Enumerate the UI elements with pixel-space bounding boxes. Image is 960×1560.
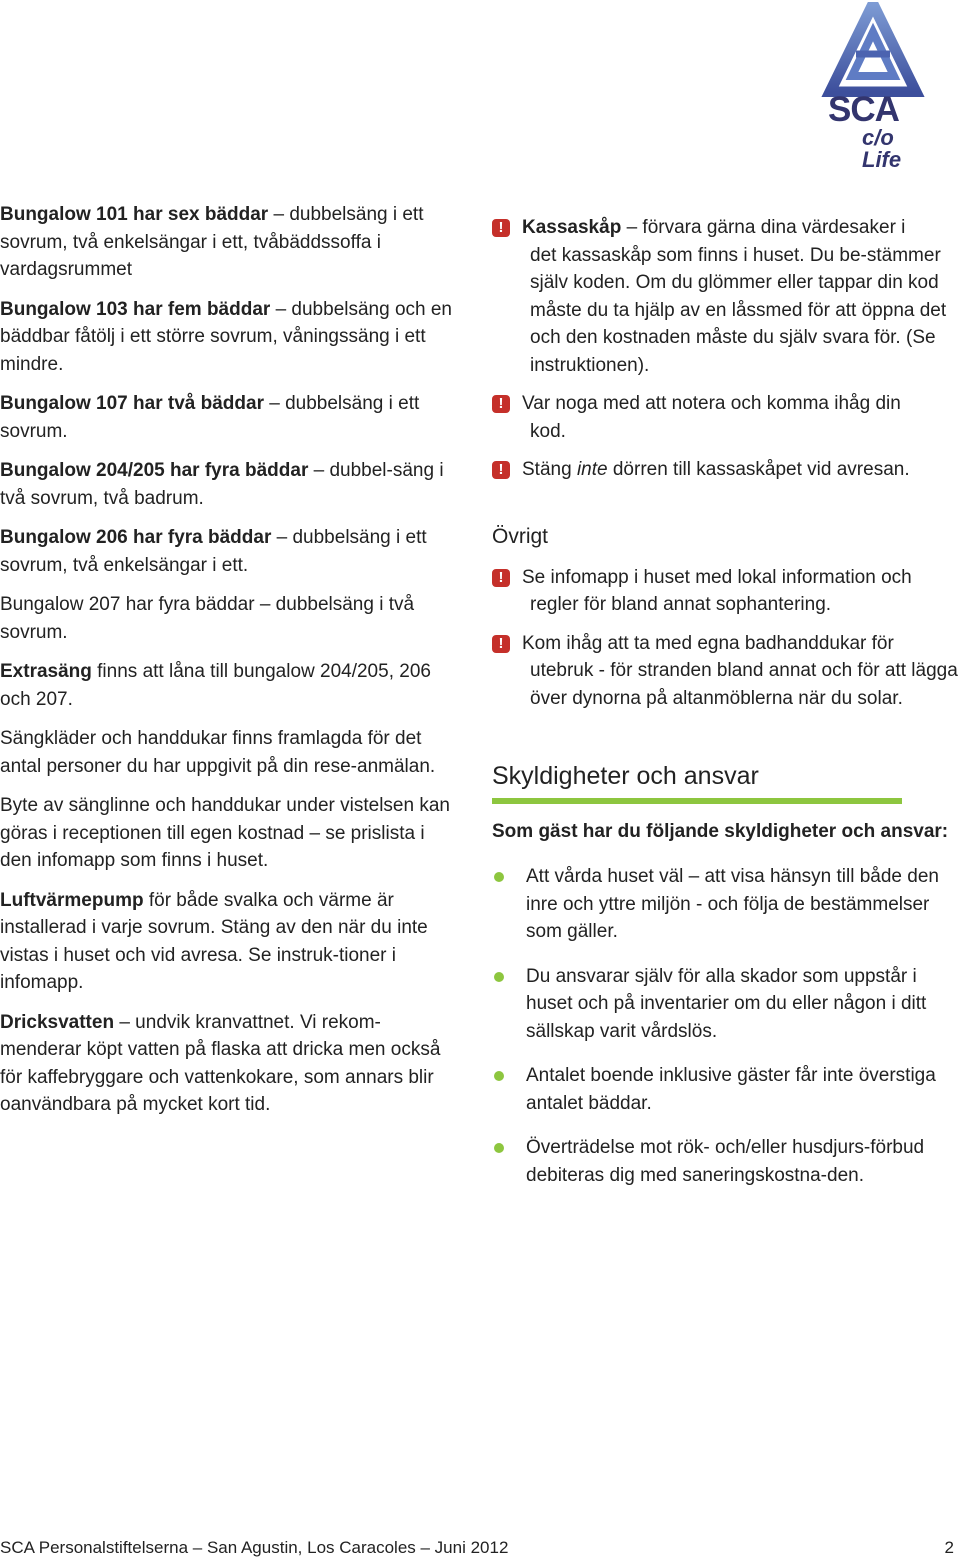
bungalow-101-paragraph: Bungalow 101 har sex bäddar – dubbelsäng i ett sovrum, två enkelsängar i ett, tvåbäddssoffa i vardagsrummet xyxy=(0,204,424,280)
bullet-dot-icon xyxy=(494,1071,504,1081)
bullet-dot-icon xyxy=(494,972,504,982)
green-divider xyxy=(492,798,902,804)
byte-paragraph: Byte av sänglinne och handdukar under vistelsen kan göras i receptionen till egen kostnad – se prislista i den infomapp som finns i huset. xyxy=(0,795,450,871)
warning-kassaskap: ! Kassaskåp – förvara gärna dina värdesaker i det kassaskåp som finns i huset. Du be-stämmer själv koden. Om du glömmer eller tappar din kod måste du ta hjälp av en låssmed för att öppna det och den kostnaden måste du själv svara för. (Se instruktionen). xyxy=(492,214,960,379)
exclamation-icon: ! xyxy=(492,461,510,479)
dricksvatten-paragraph: Dricksvatten – undvik kranvattnet. Vi rekom-menderar köpt vatten på flaska att dricka men också för kaffebryggare och vattenkokare, som annars blir oanvändbara på mycket kort tid. xyxy=(0,1011,441,1115)
warning-infomapp: ! Se infomapp i huset med lokal information och regler för bland annat sophantering. xyxy=(492,564,960,619)
skyldigheter-heading: Skyldigheter och ansvar xyxy=(492,762,759,790)
ovrigt-heading: Övrigt xyxy=(492,524,549,548)
page-number: 2 xyxy=(944,1538,954,1557)
extrasang-paragraph: Extrasäng finns att låna till bungalow 204/205, 206 och 207. xyxy=(0,661,431,710)
warning-stang-inte: ! Stäng inte dörren till kassaskåpet vid avresan. xyxy=(492,456,960,484)
list-item: Antalet boende inklusive gäster får inte överstiga antalet bäddar. xyxy=(492,1062,960,1117)
list-item: Att vårda huset väl – att visa hänsyn till både den inre och yttre miljön - och följa de bestämmelser som gäller. xyxy=(492,863,960,946)
list-item: Du ansvarar själv för alla skador som uppstår i huset och på inventarier om du eller någon i ditt sällskap varit vårdslös. xyxy=(492,963,960,1046)
bungalow-207-paragraph: Bungalow 207 har fyra bäddar – dubbelsäng i två sovrum. xyxy=(0,594,415,643)
exclamation-icon: ! xyxy=(492,569,510,587)
sca-logo xyxy=(816,2,934,172)
logo-life-text: c/o Life xyxy=(862,125,902,172)
exclamation-icon: ! xyxy=(492,395,510,413)
luftvarmepump-paragraph: Luftvärmepump för både svalka och värme är installerad i varje sovrum. Stäng av den när du inte vistas i huset och vid avresa. Se instruk-tioner i infomapp. xyxy=(0,889,428,993)
bungalow-103-paragraph: Bungalow 103 har fem bäddar – dubbelsäng och en bäddbar fåtölj i ett större sovrum, våningssäng i ett mindre. xyxy=(0,298,453,375)
right-column xyxy=(492,214,960,1206)
exclamation-icon: ! xyxy=(492,635,510,653)
skyldigheter-subheading: Som gäst har du följande skyldigheter och ansvar: xyxy=(492,821,949,842)
warning-notera-kod: ! Var noga med att notera och komma ihåg din kod. xyxy=(492,390,960,445)
list-item: Överträdelse mot rök- och/eller husdjurs-förbud debiteras dig med saneringskostna-den. xyxy=(492,1134,960,1189)
bungalow-206-paragraph: Bungalow 206 har fyra bäddar – dubbelsäng i ett sovrum, två enkelsängar i ett. xyxy=(0,527,427,576)
exclamation-icon: ! xyxy=(492,219,510,237)
page-footer xyxy=(0,1536,954,1560)
left-column xyxy=(0,201,455,1131)
bullet-dot-icon xyxy=(494,872,504,882)
bungalow-204-205-paragraph: Bungalow 204/205 har fyra bäddar – dubbel-säng i två sovrum, två badrum. xyxy=(0,460,444,509)
sangklader-paragraph: Sängkläder och handdukar finns framlagda för det antal personer du har uppgivit på din rese-anmälan. xyxy=(0,728,436,777)
bungalow-107-paragraph: Bungalow 107 har två bäddar – dubbelsäng i ett sovrum. xyxy=(0,393,420,442)
logo-sca-text: SCA xyxy=(828,90,899,129)
bullet-dot-icon xyxy=(494,1143,504,1153)
triangle-logo-icon xyxy=(816,2,934,97)
warning-badhanddukar: ! Kom ihåg att ta med egna badhanddukar för utebruk - för stranden bland annat och för att lägga över dynorna på altanmöblerna när du solar. xyxy=(492,630,960,713)
footer-text: SCA Personalstiftelserna – San Agustin, Los Caracoles – Juni 2012 xyxy=(0,1538,509,1557)
